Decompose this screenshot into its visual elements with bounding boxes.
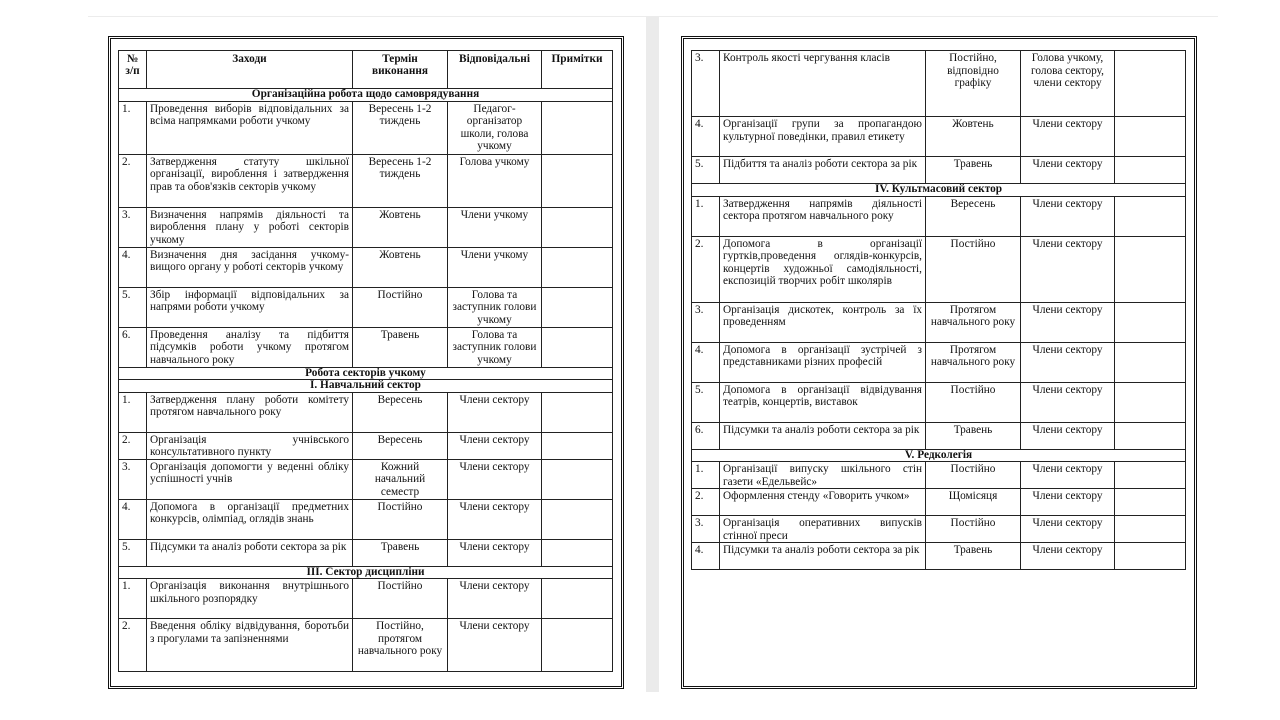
measure-cell: Організація учнівського консультативного пункту	[147, 432, 353, 459]
responsible-cell: Члени сектору	[1021, 236, 1115, 302]
row-number: 5.	[119, 287, 147, 327]
table-row	[692, 489, 1186, 516]
row-number: 4.	[692, 543, 720, 570]
notes-cell	[542, 207, 613, 247]
responsible-cell: Голова учкому	[448, 154, 542, 207]
responsible-cell: Голова та заступник голови учкому	[448, 287, 542, 327]
section-title: Організаційна робота щодо самоврядування	[119, 89, 613, 102]
measure-cell: Затвердження плану роботи комітету протягом навчального року	[147, 392, 353, 432]
table-body-left	[119, 89, 613, 672]
section-title: V. Редколегія	[692, 449, 1186, 462]
measure-cell: Допомога в організації відвідування театрів, концертів, виставок	[720, 382, 926, 422]
responsible-cell: Члени сектору	[448, 432, 542, 459]
term-cell: Жовтень	[353, 247, 448, 287]
term-cell: Постійно	[353, 499, 448, 539]
term-cell: Постійно	[926, 236, 1021, 302]
measure-cell: Визначення дня засідання учкому-вищого органу у роботі секторів учкому	[147, 247, 353, 287]
notes-cell	[1115, 117, 1186, 157]
table-row	[119, 207, 613, 247]
term-cell: Жовтень	[353, 207, 448, 247]
notes-cell	[1115, 516, 1186, 543]
row-number: 2.	[692, 489, 720, 516]
term-cell: Травень	[926, 543, 1021, 570]
table-row	[692, 157, 1186, 184]
row-number: 5.	[692, 157, 720, 184]
measure-cell: Визначення напрямів діяльності та вироблення плану у роботі секторів учкому	[147, 207, 353, 247]
term-cell: Постійно	[926, 516, 1021, 543]
measure-cell: Допомога в організації зустрічей з представниками різних професій	[720, 342, 926, 382]
responsible-cell: Члени сектору	[1021, 196, 1115, 236]
row-number: 1.	[692, 462, 720, 489]
notes-cell	[542, 101, 613, 154]
term-cell: Вересень	[926, 196, 1021, 236]
section-header-row	[692, 449, 1186, 462]
section-title: Робота секторів учкому	[119, 367, 613, 380]
row-number: 5.	[119, 539, 147, 566]
table-row	[119, 154, 613, 207]
notes-cell	[542, 459, 613, 499]
responsible-cell: Голова учкому, голова сектору, члени сектору	[1021, 51, 1115, 117]
row-number: 1.	[119, 392, 147, 432]
row-number: 4.	[692, 117, 720, 157]
responsible-cell: Члени учкому	[448, 247, 542, 287]
term-cell: Кожний начальний семестр	[353, 459, 448, 499]
notes-cell	[542, 539, 613, 566]
plan-table-left	[118, 50, 613, 672]
row-number: 3.	[692, 51, 720, 117]
responsible-cell: Члени сектору	[1021, 462, 1115, 489]
row-number: 2.	[119, 154, 147, 207]
responsible-cell: Члени сектору	[1021, 489, 1115, 516]
table-row	[692, 543, 1186, 570]
notes-cell	[542, 247, 613, 287]
section-header-row	[692, 184, 1186, 197]
notes-cell	[542, 392, 613, 432]
section-header-row	[119, 367, 613, 380]
notes-cell	[1115, 157, 1186, 184]
section-title: І. Навчальний сектор	[119, 380, 613, 393]
term-cell: Травень	[926, 422, 1021, 449]
responsible-cell: Члени сектору	[1021, 342, 1115, 382]
row-number: 2.	[119, 432, 147, 459]
table-row	[119, 247, 613, 287]
document-page-right	[681, 36, 1197, 689]
row-number: 1.	[119, 579, 147, 619]
table-row	[119, 619, 613, 672]
notes-cell	[542, 579, 613, 619]
header-measure: Заходи	[147, 51, 353, 89]
plan-table-right	[691, 50, 1186, 570]
term-cell: Вересень 1-2 тиждень	[353, 101, 448, 154]
term-cell: Травень	[926, 157, 1021, 184]
measure-cell: Допомога в організації предметних конкурсів, олімпіад, оглядів знань	[147, 499, 353, 539]
section-title: ІІІ. Сектор дисципліни	[119, 566, 613, 579]
table-row	[119, 459, 613, 499]
measure-cell: Введення обліку відвідування, боротьби з прогулами та запізненнями	[147, 619, 353, 672]
term-cell: Протягом навчального року	[926, 342, 1021, 382]
term-cell: Протягом навчального року	[926, 302, 1021, 342]
responsible-cell: Члени сектору	[448, 392, 542, 432]
responsible-cell: Голова та заступник голови учкому	[448, 327, 542, 367]
notes-cell	[542, 432, 613, 459]
responsible-cell: Члени сектору	[1021, 117, 1115, 157]
table-header-row	[119, 51, 613, 89]
document-page-left	[108, 36, 624, 689]
measure-cell: Проведення аналізу та підбиття підсумків роботи учкому протягом навчального року	[147, 327, 353, 367]
row-number: 4.	[692, 342, 720, 382]
measure-cell: Підбиття та аналіз роботи сектора за рік	[720, 157, 926, 184]
term-cell: Вересень 1-2 тиждень	[353, 154, 448, 207]
section-title: IV. Культмасовий сектор	[692, 184, 1186, 197]
row-number: 4.	[119, 247, 147, 287]
notes-cell	[1115, 302, 1186, 342]
row-number: 1.	[692, 196, 720, 236]
responsible-cell: Члени сектору	[1021, 302, 1115, 342]
responsible-cell: Педагог-організатор школи, голова учкому	[448, 101, 542, 154]
table-row	[692, 302, 1186, 342]
row-number: 3.	[692, 516, 720, 543]
section-header-row	[119, 380, 613, 393]
responsible-cell: Члени сектору	[448, 499, 542, 539]
measure-cell: Оформлення стенду «Говорить учком»	[720, 489, 926, 516]
row-number: 6.	[692, 422, 720, 449]
term-cell: Вересень	[353, 432, 448, 459]
row-number: 3.	[119, 207, 147, 247]
notes-cell	[542, 327, 613, 367]
row-number: 2.	[119, 619, 147, 672]
notes-cell	[542, 619, 613, 672]
measure-cell: Контроль якості чергування класів	[720, 51, 926, 117]
measure-cell: Допомога в організації гуртків,проведення оглядів-конкурсів, концертів художньої самодіяльності, експозицій творчих робіт школярів	[720, 236, 926, 302]
notes-cell	[1115, 462, 1186, 489]
measure-cell: Затвердження статуту шкільної організації, вироблення і затвердження прав та обов'язків секторів учкому	[147, 154, 353, 207]
table-row	[119, 499, 613, 539]
notes-cell	[1115, 422, 1186, 449]
row-number: 4.	[119, 499, 147, 539]
section-header-row	[119, 89, 613, 102]
measure-cell: Організація дискотек, контроль за їх проведенням	[720, 302, 926, 342]
measure-cell: Підсумки та аналіз роботи сектора за рік	[720, 422, 926, 449]
term-cell: Постійно	[353, 287, 448, 327]
term-cell: Постійно	[353, 579, 448, 619]
measure-cell: Проведення виборів відповідальних за всіма напрямками роботи учкому	[147, 101, 353, 154]
table-row	[119, 432, 613, 459]
row-number: 3.	[692, 302, 720, 342]
table-row	[119, 539, 613, 566]
term-cell: Травень	[353, 539, 448, 566]
table-row	[119, 392, 613, 432]
table-row	[119, 287, 613, 327]
table-row	[692, 516, 1186, 543]
responsible-cell: Члени сектору	[448, 579, 542, 619]
table-row	[119, 579, 613, 619]
responsible-cell: Члени сектору	[1021, 516, 1115, 543]
header-term: Термін виконання	[353, 51, 448, 89]
measure-cell: Затвердження напрямів діяльності сектора протягом навчального року	[720, 196, 926, 236]
term-cell: Жовтень	[926, 117, 1021, 157]
notes-cell	[1115, 342, 1186, 382]
responsible-cell: Члени сектору	[1021, 382, 1115, 422]
table-row	[692, 462, 1186, 489]
term-cell: Травень	[353, 327, 448, 367]
row-number: 2.	[692, 236, 720, 302]
term-cell: Постійно, відповідно графіку	[926, 51, 1021, 117]
notes-cell	[1115, 489, 1186, 516]
responsible-cell: Члени сектору	[1021, 422, 1115, 449]
measure-cell: Організація оперативних випусків стінної преси	[720, 516, 926, 543]
measure-cell: Збір інформації відповідальних за напрями роботи учкому	[147, 287, 353, 327]
table-row	[692, 236, 1186, 302]
table-row	[692, 422, 1186, 449]
measure-cell: Підсумки та аналіз роботи сектора за рік	[720, 543, 926, 570]
notes-cell	[542, 287, 613, 327]
responsible-cell: Члени учкому	[448, 207, 542, 247]
table-body-right	[692, 51, 1186, 570]
measure-cell: Підсумки та аналіз роботи сектора за рік	[147, 539, 353, 566]
header-num: № з/п	[119, 51, 147, 89]
notes-cell	[1115, 51, 1186, 117]
row-number: 5.	[692, 382, 720, 422]
section-header-row	[119, 566, 613, 579]
measure-cell: Організації групи за пропагандою культурної поведінки, правил етикету	[720, 117, 926, 157]
table-row	[692, 382, 1186, 422]
term-cell: Постійно	[926, 462, 1021, 489]
table-row	[119, 327, 613, 367]
row-number: 1.	[119, 101, 147, 154]
term-cell: Щомісяця	[926, 489, 1021, 516]
page-gap	[646, 16, 659, 692]
notes-cell	[1115, 543, 1186, 570]
notes-cell	[1115, 382, 1186, 422]
table-row	[692, 196, 1186, 236]
term-cell: Вересень	[353, 392, 448, 432]
notes-cell	[542, 154, 613, 207]
table-row	[692, 342, 1186, 382]
notes-cell	[1115, 196, 1186, 236]
row-number: 3.	[119, 459, 147, 499]
responsible-cell: Члени сектору	[1021, 157, 1115, 184]
row-number: 6.	[119, 327, 147, 367]
term-cell: Постійно	[926, 382, 1021, 422]
measure-cell: Організації випуску шкільного стін газети «Едельвейс»	[720, 462, 926, 489]
table-row	[692, 117, 1186, 157]
header-notes: Примітки	[542, 51, 613, 89]
table-row	[692, 51, 1186, 117]
notes-cell	[542, 499, 613, 539]
measure-cell: Організація допомогти у веденні обліку успішності учнів	[147, 459, 353, 499]
header-responsible: Відповідальні	[448, 51, 542, 89]
table-row	[119, 101, 613, 154]
term-cell: Постійно, протягом навчального року	[353, 619, 448, 672]
responsible-cell: Члени сектору	[448, 619, 542, 672]
responsible-cell: Члени сектору	[448, 539, 542, 566]
responsible-cell: Члени сектору	[1021, 543, 1115, 570]
responsible-cell: Члени сектору	[448, 459, 542, 499]
notes-cell	[1115, 236, 1186, 302]
measure-cell: Організація виконання внутрішнього шкільного розпорядку	[147, 579, 353, 619]
